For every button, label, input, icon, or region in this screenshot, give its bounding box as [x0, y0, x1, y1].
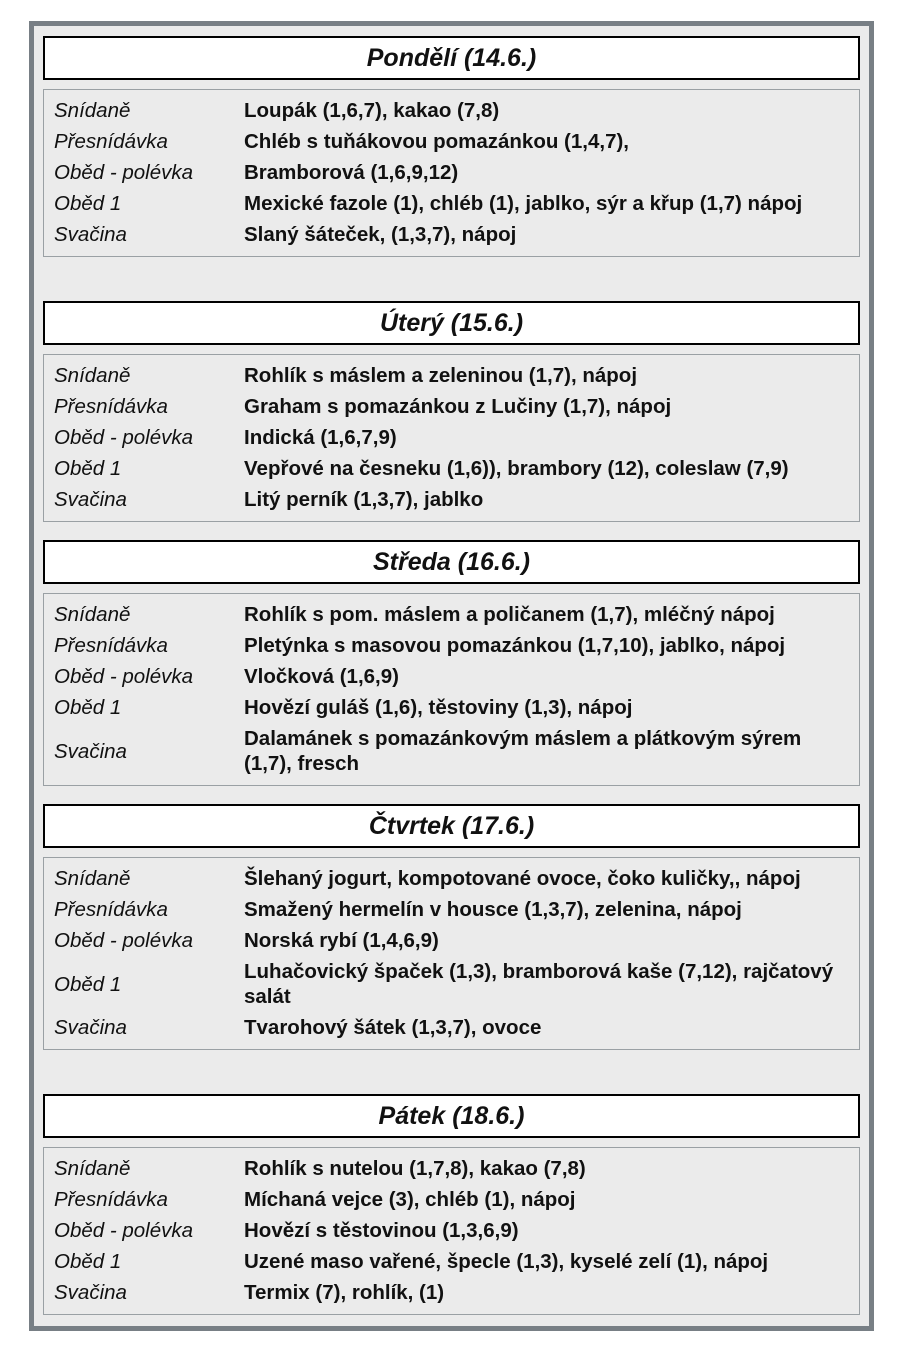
dish-text: Rohlík s máslem a zeleninou (1,7), nápoj [244, 364, 638, 387]
meal-name: Snídaně [54, 99, 131, 122]
meal-row [54, 157, 849, 188]
meal-name: Svačina [54, 223, 127, 246]
meal-row [54, 188, 849, 219]
meal-name: Oběd 1 [54, 972, 122, 996]
meal-row [54, 1012, 849, 1043]
day-title: Pondělí (14.6.) [43, 36, 860, 80]
meal-row [54, 126, 849, 157]
meal-row [54, 1246, 849, 1277]
meal-name: Snídaně [54, 364, 131, 387]
dish-text: Rohlík s pom. máslem a poličanem (1,7), mléčný nápoj [244, 603, 775, 626]
dish-text: Vepřové na česneku (1,6)), brambory (12), coleslaw (7,9) [244, 457, 789, 480]
dish-text: Uzené maso vařené, špecle (1,3), kyselé zelí (1), nápoj [244, 1250, 769, 1273]
dish-text: Norská rybí (1,4,6,9) [244, 929, 439, 952]
dish-text: Mexické fazole (1), chléb (1), jablko, sýr a křup (1,7) nápoj [244, 192, 803, 215]
meal-name: Oběd - polévka [54, 1219, 194, 1242]
meal-row [54, 894, 849, 925]
meal-name: Svačina [54, 739, 127, 763]
meal-name: Oběd 1 [54, 696, 122, 719]
meal-row [54, 1277, 849, 1308]
meal-name: Přesnídávka [54, 395, 168, 418]
day-tuesday [43, 301, 860, 522]
meal-list [43, 1147, 860, 1315]
day-title: Úterý (15.6.) [43, 301, 860, 345]
meal-name: Oběd - polévka [54, 161, 194, 184]
meal-name: Svačina [54, 1016, 127, 1039]
meal-row [54, 863, 849, 894]
day-title: Středa (16.6.) [43, 540, 860, 584]
meal-name: Oběd - polévka [54, 665, 194, 688]
meal-row [54, 692, 849, 723]
meal-name: Oběd - polévka [54, 426, 194, 449]
day-friday [43, 1094, 860, 1315]
meal-row [54, 599, 849, 630]
meal-row [54, 453, 849, 484]
day-title: Pátek (18.6.) [43, 1094, 860, 1138]
meal-row [54, 360, 849, 391]
meal-name: Svačina [54, 1281, 127, 1304]
dish-text: Hovězí guláš (1,6), těstoviny (1,3), nápoj [244, 696, 633, 719]
dish-text: Indická (1,6,7,9) [244, 426, 397, 449]
dish-text: Míchaná vejce (3), chléb (1), nápoj [244, 1188, 576, 1211]
meal-row [54, 723, 849, 779]
dish-text: Luhačovický špaček (1,3), bramborová kaše (7,12), rajčatový salát [244, 960, 834, 1008]
dish-text: Loupák (1,6,7), kakao (7,8) [244, 99, 500, 122]
meal-row [54, 630, 849, 661]
meal-name: Oběd 1 [54, 457, 122, 480]
meal-name: Přesnídávka [54, 898, 168, 921]
day-monday [43, 36, 860, 257]
meal-name: Snídaně [54, 867, 131, 890]
meal-row [54, 1184, 849, 1215]
meal-name: Přesnídávka [54, 130, 168, 153]
dish-text: Hovězí s těstovinou (1,3,6,9) [244, 1219, 519, 1242]
dish-text: Bramborová (1,6,9,12) [244, 161, 459, 184]
dish-text: Tvarohový šátek (1,3,7), ovoce [244, 1016, 542, 1039]
dish-text: Pletýnka s masovou pomazánkou (1,7,10), jablko, nápoj [244, 634, 786, 657]
meal-row [54, 422, 849, 453]
dish-text: Rohlík s nutelou (1,7,8), kakao (7,8) [244, 1157, 586, 1180]
meal-row [54, 391, 849, 422]
dish-text: Litý perník (1,3,7), jablko [244, 488, 484, 511]
dish-text: Graham s pomazánkou z Lučiny (1,7), nápoj [244, 395, 672, 418]
day-thursday [43, 804, 860, 1050]
meal-row [54, 925, 849, 956]
meal-name: Oběd - polévka [54, 929, 194, 952]
meal-row [54, 95, 849, 126]
meal-row [54, 1215, 849, 1246]
meal-list [43, 857, 860, 1050]
meal-name: Snídaně [54, 1157, 131, 1180]
meal-row [54, 956, 849, 1012]
meal-list [43, 593, 860, 786]
meal-row [54, 484, 849, 515]
meal-name: Oběd 1 [54, 192, 122, 215]
meal-name: Přesnídávka [54, 1188, 168, 1211]
meal-name: Snídaně [54, 603, 131, 626]
dish-text: Vločková (1,6,9) [244, 665, 399, 688]
dish-text: Dalamánek s pomazánkovým máslem a plátkovým sýrem (1,7), fresch [244, 727, 802, 775]
dish-text: Slaný šáteček, (1,3,7), nápoj [244, 223, 517, 246]
menu-frame [29, 21, 874, 1331]
day-title: Čtvrtek (17.6.) [43, 804, 860, 848]
meal-row [54, 1153, 849, 1184]
meal-list [43, 89, 860, 257]
day-wednesday [43, 540, 860, 786]
dish-text: Šlehaný jogurt, kompotované ovoce, čoko kuličky,, nápoj [244, 867, 801, 890]
meal-name: Svačina [54, 488, 127, 511]
meal-row [54, 219, 849, 250]
dish-text: Smažený hermelín v housce (1,3,7), zelenina, nápoj [244, 898, 742, 921]
meal-name: Oběd 1 [54, 1250, 122, 1273]
dish-text: Chléb s tuňákovou pomazánkou (1,4,7), [244, 130, 630, 153]
dish-text: Termix (7), rohlík, (1) [244, 1281, 445, 1304]
meal-row [54, 661, 849, 692]
meal-name: Přesnídávka [54, 634, 168, 657]
meal-list [43, 354, 860, 522]
